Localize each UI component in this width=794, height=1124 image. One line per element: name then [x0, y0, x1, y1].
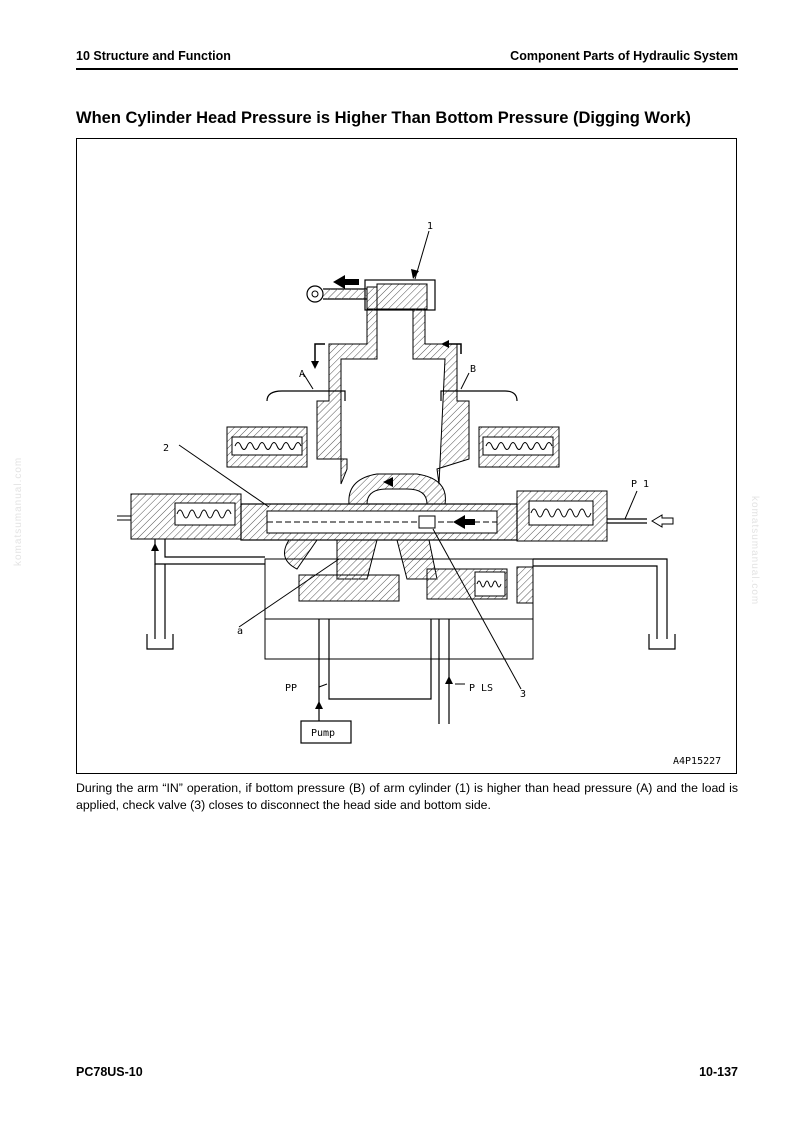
label-pump: Pump	[311, 728, 336, 739]
main-spool	[241, 504, 517, 540]
label-item-2: 2	[163, 443, 170, 454]
line-a-passage	[317, 309, 377, 484]
hydraulic-diagram	[77, 139, 736, 773]
header-section-title: 10 Structure and Function	[76, 49, 231, 63]
page-title: When Cylinder Head Pressure is Higher Than Bottom Pressure (Digging Work)	[76, 109, 691, 127]
control-valve-body	[227, 391, 559, 467]
label-port-b: B	[470, 364, 477, 375]
hydraulic-diagram-frame	[76, 138, 737, 774]
watermark-right: komatsumanual.com	[749, 496, 760, 606]
right-end-cap	[517, 491, 673, 541]
watermark-left: komatsumanual.com	[13, 456, 24, 566]
label-pls: P LS	[469, 683, 494, 694]
label-item-1: 1	[427, 221, 434, 232]
left-end-cap	[117, 494, 241, 539]
label-item-3: 3	[520, 689, 527, 700]
label-port-a-lower: a	[237, 626, 244, 637]
label-p1: P 1	[631, 479, 650, 490]
description-paragraph: During the arm “IN” operation, if bottom pressure (B) of arm cylinder (1) is higher than head pressure (A) and the load is applied, check valve (3) closes to disconnect the head side and bottom side.	[76, 781, 738, 812]
footer-page-number: 10-137	[699, 1065, 738, 1079]
tank-left	[147, 634, 173, 649]
footer-model: PC78US-10	[76, 1065, 143, 1079]
figure-code: A4P15227	[673, 756, 722, 767]
tank-right	[649, 634, 675, 649]
header-rule	[76, 68, 738, 70]
lower-valve-block	[265, 559, 533, 659]
arm-cylinder	[307, 275, 435, 310]
pp-line	[319, 619, 439, 729]
label-pp: PP	[285, 683, 298, 694]
pilot-p1-arrow	[652, 515, 673, 527]
cylinder-motion-arrow	[333, 275, 359, 289]
bridge-passage	[349, 474, 446, 504]
header-chapter-title: Component Parts of Hydraulic System	[510, 49, 738, 63]
label-port-a: A	[299, 369, 306, 380]
